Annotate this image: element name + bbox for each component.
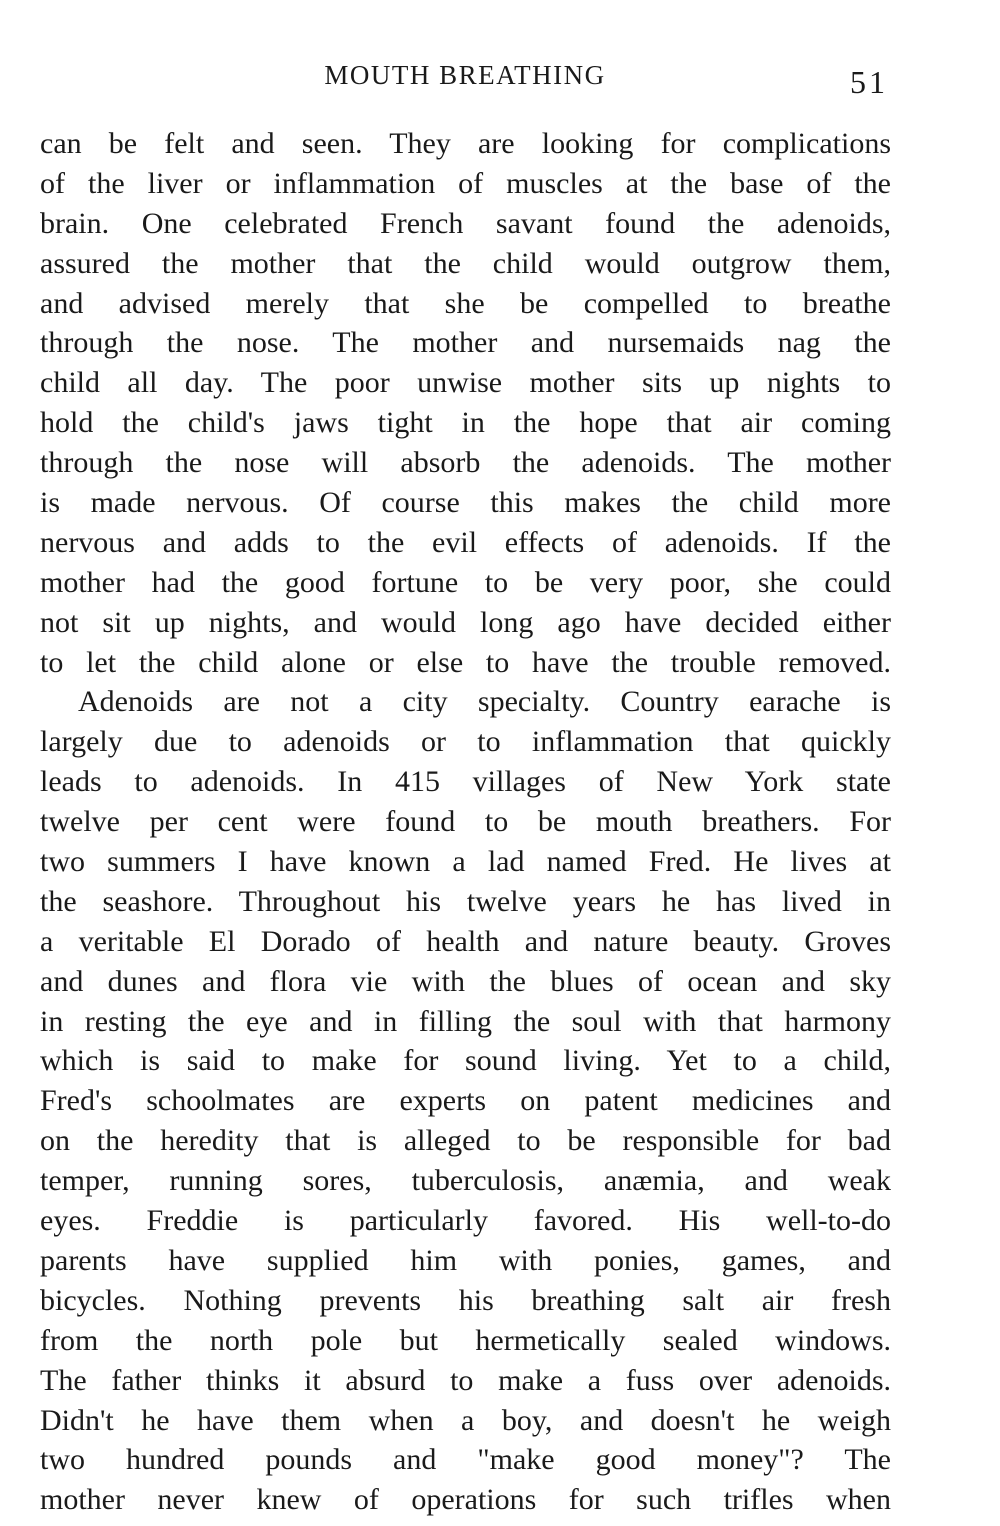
text-line: temper, running sores, tuberculosis, anæmia, and weak: [40, 1164, 891, 1198]
text-line: nervous and adds to the evil effects of adenoids. If the: [40, 525, 891, 559]
text-line: The father thinks it absurd to make a fuss over adenoids.: [40, 1363, 891, 1397]
text-line: which is said to make for sound living. Yet to a child,: [40, 1044, 891, 1078]
text-line: two hundred pounds and "make good money"? The: [40, 1443, 891, 1477]
running-title: MOUTH BREATHING: [324, 60, 606, 90]
text-line: parents have supplied him with ponies, games, and: [40, 1243, 891, 1277]
page-number: 51: [850, 64, 888, 100]
text-line: leads to adenoids. In 415 villages of New York state: [40, 765, 891, 799]
text-line: two summers I have known a lad named Fred. He lives at: [40, 845, 891, 879]
text-line: and dunes and flora vie with the blues of ocean and sky: [40, 964, 891, 998]
text-line: mother never knew of operations for such trifles when: [40, 1483, 891, 1517]
text-line: of the liver or inflammation of muscles at the base of the: [40, 166, 891, 200]
text-line: the seashore. Throughout his twelve years he has lived in: [40, 884, 891, 918]
text-line: Didn't he have them when a boy, and doesn't he weigh: [40, 1403, 891, 1437]
text-line: assured the mother that the child would outgrow them,: [40, 246, 891, 280]
text-line: brain. One celebrated French savant found the adenoids,: [40, 206, 891, 240]
text-line: in resting the eye and in filling the soul with that harmony: [40, 1004, 891, 1038]
text-line: not sit up nights, and would long ago have decided either: [40, 605, 891, 639]
text-line: mother had the good fortune to be very poor, she could: [40, 565, 891, 599]
text-line: child all day. The poor unwise mother sits up nights to: [40, 366, 891, 400]
text-line: can be felt and seen. They are looking for complications: [40, 127, 891, 160]
text-line: and advised merely that she be compelled to breathe: [40, 286, 891, 320]
text-line: Fred's schoolmates are experts on patent medicines and: [40, 1084, 891, 1118]
body-text: [40, 124, 891, 1520]
text-line: is made nervous. Of course this makes the child more: [40, 486, 891, 520]
text-line: eyes. Freddie is particularly favored. His well-to-do: [40, 1204, 891, 1238]
text-line: twelve per cent were found to be mouth breathers. For: [40, 805, 891, 839]
text-line: through the nose will absorb the adenoids. The mother: [40, 446, 891, 480]
text-line: a veritable El Dorado of health and nature beauty. Groves: [40, 924, 891, 958]
text-line: hold the child's jaws tight in the hope that air coming: [40, 406, 891, 440]
text-line: on the heredity that is alleged to be responsible for bad: [40, 1124, 891, 1158]
running-head: [0, 58, 1000, 98]
text-line: bicycles. Nothing prevents his breathing salt air fresh: [40, 1283, 891, 1317]
text-line: largely due to adenoids or to inflammation that quickly: [40, 725, 891, 759]
text-line: from the north pole but hermetically sealed windows.: [40, 1323, 891, 1357]
text-line: to let the child alone or else to have the trouble removed.: [40, 645, 891, 679]
paragraph-start-line: Adenoids are not a city specialty. Country earache is: [78, 685, 891, 719]
text-line: through the nose. The mother and nursemaids nag the: [40, 326, 891, 360]
